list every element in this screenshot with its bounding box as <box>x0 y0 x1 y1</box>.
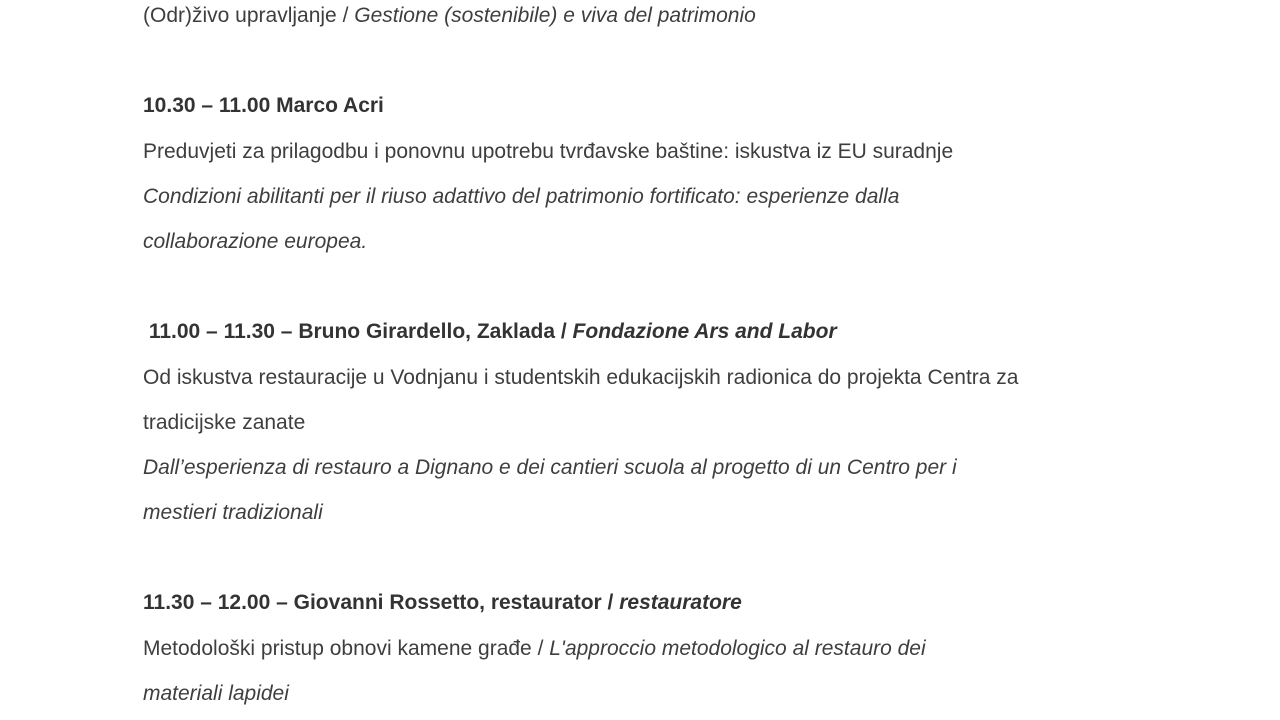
intro-separator: / <box>336 4 355 27</box>
session-3-heading <box>143 589 742 617</box>
session-2-croatian-title-line-2: tradicijske zanate <box>143 411 306 434</box>
session-1-croatian-title: Preduvjeti za prilagodbu i ponovnu upotrebu tvrđavske baštine: iskustva iz EU suradnje <box>143 140 954 163</box>
session-3-separator: / <box>531 637 550 660</box>
session-3-heading-main: 11.30 – 12.00 – Giovanni Rossetto, restaurator / <box>143 591 620 614</box>
session-3-italian-title-line-2: materiali lapidei <box>143 682 289 705</box>
session-3-heading-role: restauratore <box>619 591 742 614</box>
session-3-title-line-1 <box>143 635 926 663</box>
intro-italian-text: Gestione (sostenibile) e viva del patrimonio <box>354 4 756 27</box>
session-2-italian-title-line-2: mestieri tradizionali <box>143 501 323 524</box>
session-3-croatian-title: Metodološki pristup obnovi kamene građe <box>143 637 532 660</box>
session-1-heading: 10.30 – 11.00 Marco Acri <box>143 94 384 117</box>
session-2-croatian-title-line-1: Od iskustva restauracije u Vodnjanu i studentskih edukacijskih radionica do projekta Centra za <box>143 366 1019 389</box>
intro-croatian-text: (Odr)živo upravljanje <box>143 4 337 27</box>
session-2-heading <box>143 318 837 346</box>
session-1-italian-title-line-2: collaborazione europea. <box>143 230 368 253</box>
session-2-heading-organization: Fondazione Ars and Labor <box>572 320 837 343</box>
session-2-heading-main: 11.00 – 11.30 – Bruno Girardello, Zaklada / <box>143 320 573 343</box>
session-1-italian-title-line-1: Condizioni abilitanti per il riuso adattivo del patrimonio fortificato: esperienze dalla <box>143 185 900 208</box>
intro-line <box>143 2 756 30</box>
session-2-italian-title-line-1: Dall’esperienza di restauro a Dignano e dei cantieri scuola al progetto di un Centro per i <box>143 456 957 479</box>
session-3-italian-title-line-1: L'approccio metodologico al restauro dei <box>549 637 926 660</box>
